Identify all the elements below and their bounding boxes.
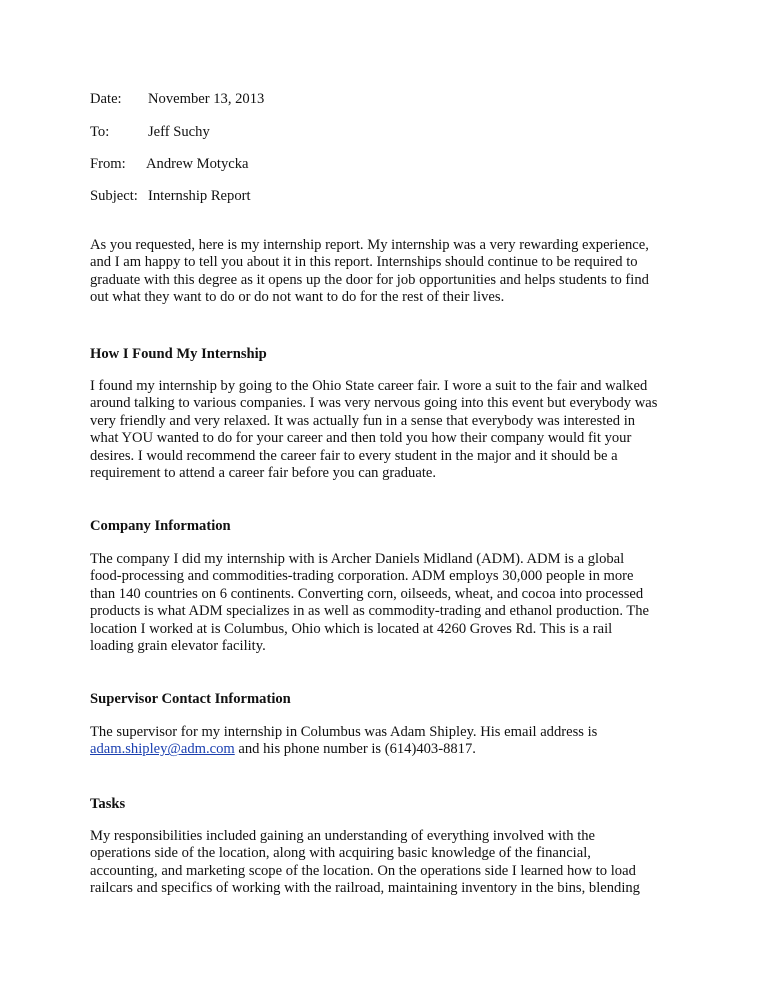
company-paragraph bbox=[90, 551, 686, 655]
subject-label: Subject: bbox=[90, 188, 138, 204]
memo-subject-line bbox=[90, 188, 251, 205]
tasks-line: My responsibilities included gaining an understanding of everything involved with the bbox=[90, 828, 596, 844]
company-line: loading grain elevator facility. bbox=[90, 638, 266, 655]
memo-from-line bbox=[90, 156, 249, 173]
tasks-line: accounting, and marketing scope of the location. On the operations side I learned how to load bbox=[90, 862, 636, 879]
to-label: To: bbox=[90, 124, 110, 140]
memo-date-line bbox=[90, 91, 265, 108]
from-value: Andrew Motycka bbox=[146, 156, 249, 172]
found-paragraph bbox=[90, 378, 686, 482]
section-heading-tasks: Tasks bbox=[90, 796, 126, 812]
company-line: than 140 countries on 6 continents. Converting corn, oilseeds, wheat, and cocoa into processed bbox=[90, 585, 644, 602]
company-line: The company I did my internship with is Archer Daniels Midland (ADM). ADM is a global bbox=[90, 551, 625, 567]
found-line: around talking to various companies. I was very nervous going into this event but everybody was bbox=[90, 395, 658, 412]
found-line: what YOU wanted to do for your career and then told you how their company would fit your bbox=[90, 430, 632, 447]
supervisor-paragraph bbox=[90, 724, 686, 759]
intro-line: out what they want to do or do not want to do for the rest of their lives. bbox=[90, 289, 505, 306]
found-line: I found my internship by going to the Ohio State career fair. I wore a suit to the fair and walked bbox=[90, 378, 648, 394]
tasks-paragraph bbox=[90, 828, 686, 898]
supervisor-phone-text: and his phone number is (614)403-8817. bbox=[234, 741, 476, 758]
section-heading-supervisor: Supervisor Contact Information bbox=[90, 691, 291, 707]
from-label: From: bbox=[90, 156, 126, 172]
company-line: location I worked at is Columbus, Ohio which is located at 4260 Groves Rd. This is a rail bbox=[90, 620, 613, 637]
found-line: requirement to attend a career fair before you can graduate. bbox=[90, 465, 437, 482]
subject-value: Internship Report bbox=[148, 188, 251, 204]
memo-to-line bbox=[90, 124, 210, 141]
tasks-line: operations side of the location, along with acquiring basic knowledge of the financial, bbox=[90, 845, 591, 862]
section-heading-company: Company Information bbox=[90, 518, 231, 534]
intro-line: As you requested, here is my internship report. My internship was a very rewarding experience, bbox=[90, 237, 649, 253]
tasks-line: railcars and specifics of working with the railroad, maintaining inventory in the bins, blending bbox=[90, 880, 640, 897]
intro-line: and I am happy to tell you about it in this report. Internships should continue to be required to bbox=[90, 254, 638, 271]
to-value: Jeff Suchy bbox=[148, 124, 210, 140]
date-value: November 13, 2013 bbox=[148, 91, 265, 107]
supervisor-line: The supervisor for my internship in Columbus was Adam Shipley. His email address is bbox=[90, 724, 598, 740]
supervisor-email-link[interactable]: adam.shipley@adm.com bbox=[90, 741, 235, 758]
found-line: very friendly and very relaxed. It was actually fun in a sense that everybody was interested in bbox=[90, 412, 636, 429]
supervisor-line-contact bbox=[90, 741, 686, 758]
company-line: food-processing and commodities-trading corporation. ADM employs 30,000 people in more bbox=[90, 568, 634, 585]
intro-line: graduate with this degree as it opens up the door for job opportunities and helps students to find bbox=[90, 271, 649, 288]
found-line: desires. I would recommend the career fair to every student in the major and it should be a bbox=[90, 447, 618, 464]
date-label: Date: bbox=[90, 91, 122, 107]
intro-paragraph bbox=[90, 237, 686, 307]
section-heading-found: How I Found My Internship bbox=[90, 346, 267, 362]
company-line: products is what ADM specializes in as well as commodity-trading and ethanol production. The bbox=[90, 603, 650, 620]
